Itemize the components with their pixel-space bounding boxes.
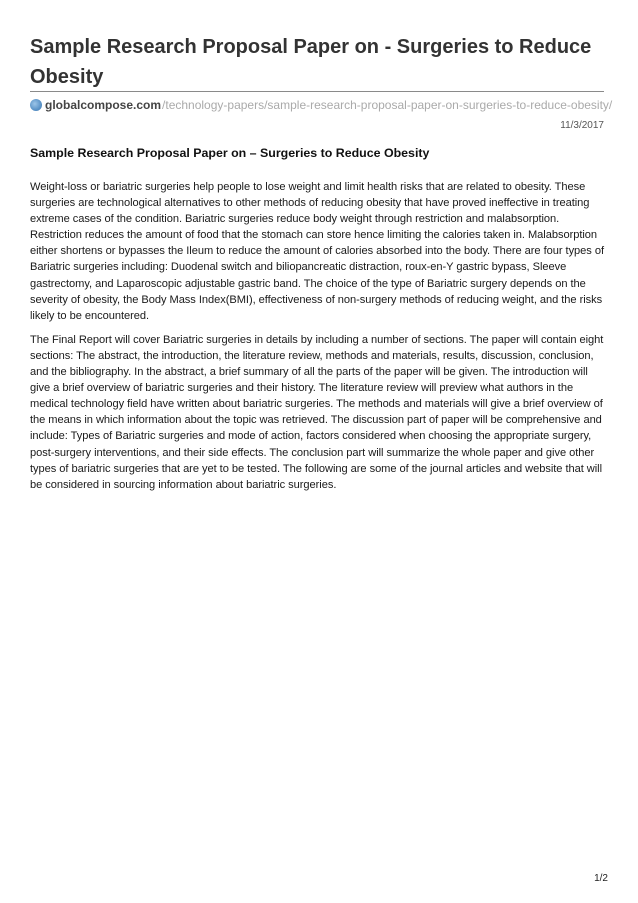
source-url[interactable] <box>30 97 630 113</box>
title-divider <box>30 91 604 92</box>
source-domain[interactable]: globalcompose.com <box>45 98 162 112</box>
section-heading: Sample Research Proposal Paper on – Surgeries to Reduce Obesity <box>30 146 430 160</box>
page-number: 1/2 <box>594 873 608 884</box>
source-path[interactable]: /technology-papers/sample-research-proposal-paper-on-surgeries-to-reduce-obesity/ <box>162 98 613 112</box>
document-title: Sample Research Proposal Paper on - Surgeries to Reduce Obesity <box>30 36 592 88</box>
paragraph-2: The Final Report will cover Bariatric surgeries in details by including a number of sections. The paper will contain eight sections: The abstract, the introduction, the literature review, methods and materials, results, discussion, conclusion, and the bibliography. In the abstract, a brief summary of all the parts of the paper will be given. The introduction will give a brief overview of bariatric surgeries and their history. The literature review will preview what authors in the medical technology field have written about bariatric surgeries. The methods and materials will give a brief overview of the means in which information about the topic was retrieved. The discussion part of paper will be comprehensive and include: Types of Bariatric surgeries and mode of action, factors considered when choosing the appropriate surgery, post-surgery interventions, and their side effects. The conclusion part will summarize the whole paper and give other types of bariatric surgeries that are yet to be tested. The following are some of the journal articles and website that will be considered in sourcing information about bariatric surgeries. <box>30 333 604 491</box>
paragraph-1: Weight-loss or bariatric surgeries help people to lose weight and limit health risks that are related to obesity. These surgeries are technological alternatives to other methods of reducing obesity that have proved ineffective in treating extreme cases of the condition. Bariatric surgeries reduce body weight through restriction and malabsorption. Restriction reduces the amount of food that the stomach can store hence limiting the calories taken in. Malabsorption either shortens or bypasses the Ileum to reduce the amount of calories absorbed into the body. There are four types of Bariatric surgeries including: Duodenal switch and biliopancreatic distraction, roux-en-Y gastric bypass, Sleeve gastrectomy, and Laparoscopic adjustable gastric band. The choice of the type of Bariatric surgery depends on the severity of obesity, the Body Mass Index(BMI), effectiveness of non-surgery methods of reducing weight, and the risks likely to be encountered. <box>30 181 604 322</box>
document-body <box>30 179 606 501</box>
globe-icon <box>30 99 42 111</box>
document-date: 11/3/2017 <box>560 120 604 131</box>
